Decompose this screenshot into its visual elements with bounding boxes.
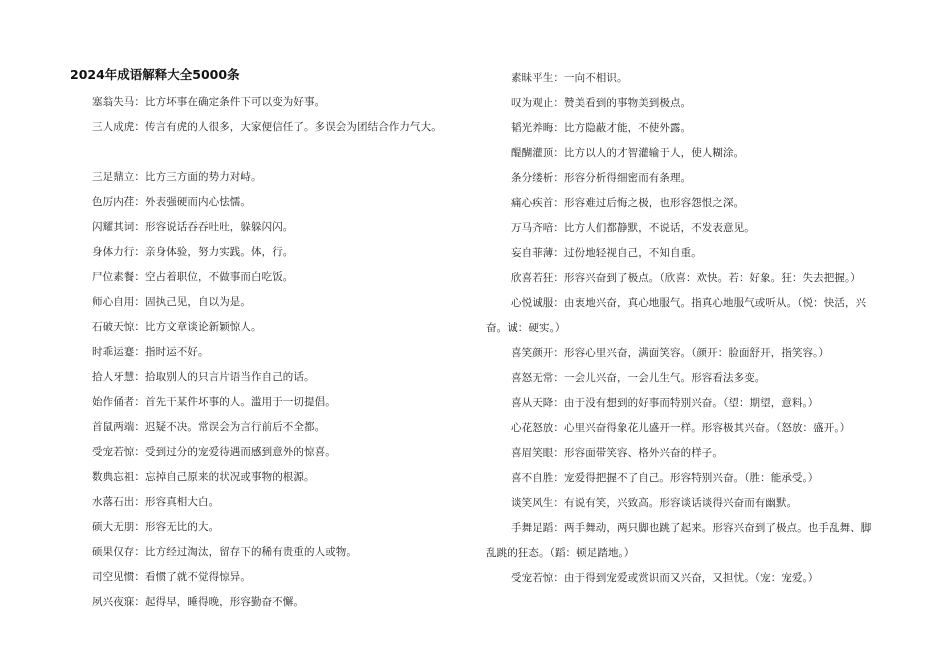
idiom-entry: 叹为观止：赞美看到的事物美到极点。 <box>511 97 692 109</box>
idiom-entry: 欣喜若狂：形容兴奋到了极点。（欣喜：欢快。若：好象。狂：失去把握。） <box>511 272 861 284</box>
idiom-entry: 心悦诚服：由衷地兴奋，真心地服气。指真心地服气或听从。（悦：快活，兴奋。诚：硬实。） <box>486 297 867 334</box>
idiom-entry: 师心自用：固执己见，自以为是。 <box>92 296 251 308</box>
idiom-entry: 三足鼎立：比方三方面的势力对峙。 <box>92 171 262 183</box>
idiom-entry: 时乖运蹇：指时运不好。 <box>92 346 209 358</box>
idiom-entry: 受宠若惊：受到过分的宠爱待遇而感到意外的惊喜。 <box>92 446 336 458</box>
paragraph-gap <box>70 140 465 165</box>
idiom-entry: 硕果仅存：比方经过淘汰，留存下的稀有贵重的人或物。 <box>92 546 357 558</box>
idiom-entry: 塞翁失马：比方坏事在确定条件下可以变为好事。 <box>92 96 326 108</box>
document-title: 2024年成语解释大全5000条 <box>70 67 240 82</box>
idiom-entry: 痛心疾首：形容难过后悔之极，也形容怨恨之深。 <box>511 197 745 209</box>
idiom-entry: 喜眉笑眼：形容面带笑容、格外兴奋的样子。 <box>511 447 723 459</box>
idiom-entry: 始作俑者：首先干某件坏事的人。滥用于一切提倡。 <box>92 396 336 408</box>
idiom-entry: 拾人牙慧：拾取别人的只言片语当作自己的话。 <box>92 371 315 383</box>
idiom-entry: 心花怒放：心里兴奋得象花儿盛开一样。形容极其兴奋。（怒放：盛开。） <box>511 422 851 434</box>
idiom-entry: 水落石出：形容真相大白。 <box>92 496 220 508</box>
idiom-entry: 三人成虎：传言有虎的人很多，大家便信任了。多误会为团结合作力气大。 <box>92 121 442 133</box>
idiom-entry: 喜笑颜开：形容心里兴奋，满面笑容。（颜开：脸面舒开，指笑容。） <box>511 347 830 359</box>
idiom-entry: 妄自菲薄：过份地轻视自己，不知自重。 <box>511 247 702 259</box>
idiom-entry: 条分缕析：形容分析得细密而有条理。 <box>511 172 692 184</box>
idiom-entry: 喜不自胜：宠爱得把握不了自己。形容特别兴奋。（胜：能承受。） <box>511 472 819 484</box>
idiom-entry: 司空见惯：看惯了就不觉得惊异。 <box>92 571 251 583</box>
idiom-entry: 硕大无朋：形容无比的大。 <box>92 521 220 533</box>
idiom-entry: 醍醐灌顶：比方以人的才智灌输于人，使人糊涂。 <box>511 147 745 159</box>
right-column <box>486 66 878 591</box>
idiom-entry: 受宠若惊：由于得到宠爱或赏识而又兴奋，又担忧。（宠：宠爱。） <box>511 572 819 584</box>
idiom-entry: 手舞足蹈：两手舞动，两只脚也跳了起来。形容兴奋到了极点。也手乱舞、脚乱跳的狂态。（蹈：顿足踏地。） <box>486 522 872 559</box>
idiom-entry: 色厉内荏：外表强硬而内心怯懦。 <box>92 196 251 208</box>
idiom-entry: 身体力行：亲身体验，努力实践。体，行。 <box>92 246 294 258</box>
idiom-entry: 夙兴夜寐：起得早，睡得晚，形容勤奋不懈。 <box>92 596 304 608</box>
idiom-entry: 素昧平生：一向不相识。 <box>511 72 628 84</box>
idiom-entry: 喜从天降：由于没有想到的好事而特别兴奋。（望：期望，意料。） <box>511 397 819 409</box>
idiom-entry: 闪耀其词：形容说话吞吞吐吐，躲躲闪闪。 <box>92 221 294 233</box>
idiom-entry: 喜怒无常：一会儿兴奋，一会儿生气。形容看法多变。 <box>511 372 766 384</box>
idiom-entry: 韬光养晦：比方隐蔽才能，不使外露。 <box>511 122 692 134</box>
idiom-entry: 数典忘祖：忘掉自己原来的状况或事物的根源。 <box>92 471 315 483</box>
left-column <box>70 66 465 615</box>
idiom-entry: 尸位素餐：空占着职位，不做事而白吃饭。 <box>92 271 294 283</box>
idiom-entry: 万马齐喑：比方人们都静默，不说话，不发表意见。 <box>511 222 755 234</box>
idiom-entry: 首鼠两端：迟疑不决。常误会为言行前后不全都。 <box>92 421 326 433</box>
idiom-entry: 谈笑风生：有说有笑，兴致高。形容谈话谈得兴奋而有幽默。 <box>511 497 798 509</box>
idiom-entry: 石破天惊：比方文章谈论新颖惊人。 <box>92 321 262 333</box>
